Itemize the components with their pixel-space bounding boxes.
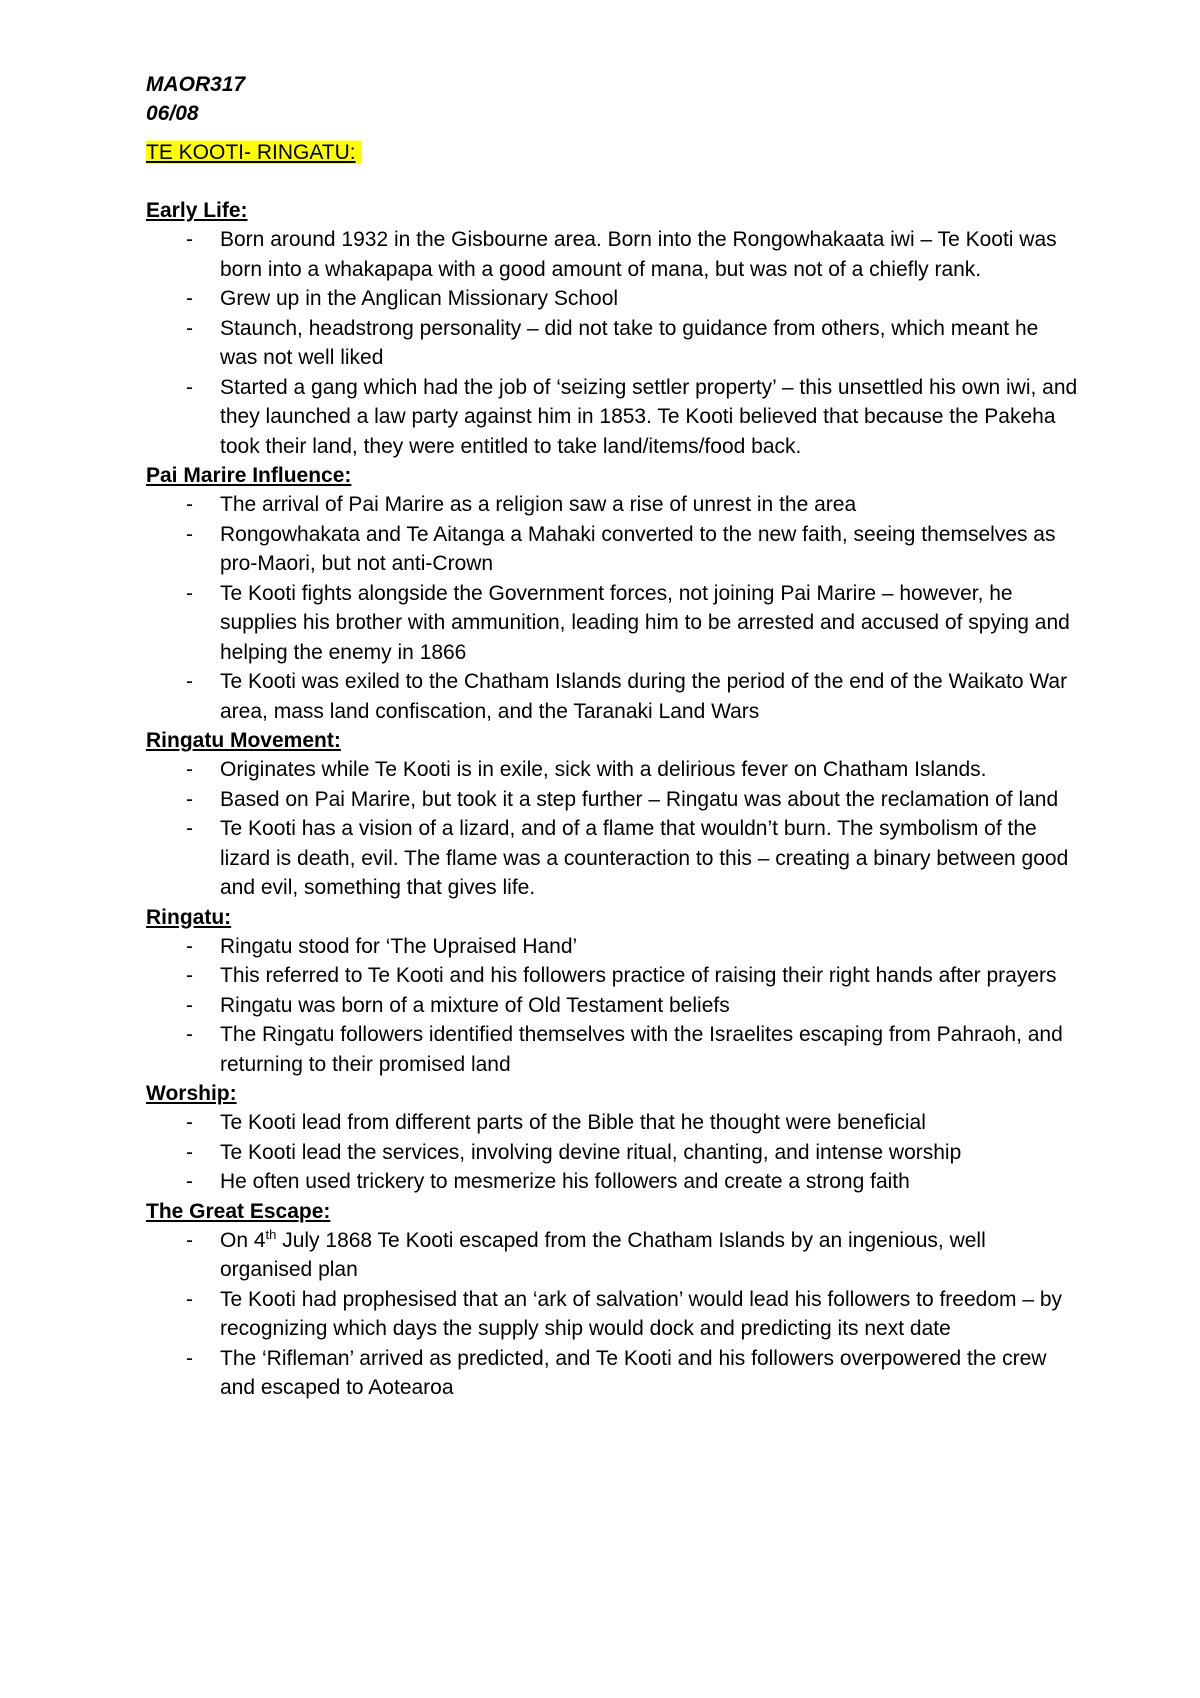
document-title: TE KOOTI- RINGATU: (146, 141, 362, 164)
bullet-list (146, 932, 1080, 1080)
bullet-item: - Rongowhakata and Te Aitanga a Mahaki converted to the new faith, seeing themselves as pro-Maori, but not anti-Crown (146, 520, 1080, 579)
section-heading: Ringatu Movement: (146, 729, 341, 752)
section-worship (146, 1079, 1080, 1197)
bullet-item: - Te Kooti has a vision of a lizard, and of a flame that wouldn’t burn. The symbolism of the lizard is death, evil. The flame was a counteraction to this – creating a binary between good and evil, something that gives life. (146, 814, 1080, 903)
bullet-item: - Te Kooti fights alongside the Government forces, not joining Pai Marire – however, he supplies his brother with ammunition, leading him to be arrested and accused of spying and helping the enemy in 1866 (146, 579, 1080, 668)
bullet-list (146, 755, 1080, 903)
section-heading: Worship: (146, 1082, 237, 1105)
bullet-item: - Te Kooti had prophesised that an ‘ark of salvation’ would lead his followers to freedom – by recognizing which days the supply ship would dock and predicting its next date (146, 1285, 1080, 1344)
section-heading: Ringatu: (146, 905, 232, 929)
bullet-list (146, 490, 1080, 726)
section-ringatu-movement (146, 726, 1080, 903)
course-code: MAOR317 (146, 73, 246, 96)
bullet-item: - Staunch, headstrong personality – did not take to guidance from others, which meant he was not well liked (146, 314, 1080, 373)
section-early-life (146, 196, 1080, 461)
section-great-escape (146, 1197, 1080, 1403)
bullet-item: - Originates while Te Kooti is in exile, sick with a delirious fever on Chatham Islands. (146, 755, 1080, 785)
section-ringatu (146, 903, 1080, 1080)
section-heading: The Great Escape: (146, 1199, 331, 1223)
bullet-item: - Started a gang which had the job of ‘seizing settler property’ – this unsettled his own iwi, and they launched a law party against him in 1853. Te Kooti believed that because the Pakeha took their land, they were entitled to take land/items/food back. (146, 373, 1080, 462)
section-pai-marire (146, 461, 1080, 726)
bullet-list (146, 1226, 1080, 1403)
bullet-item: - Born around 1932 in the Gisbourne area. Born into the Rongowhakaata iwi – Te Kooti was born into a whakapapa with a good amount of mana, but was not of a chiefly rank. (146, 225, 1080, 284)
blank-line (146, 167, 1080, 196)
ordinal-suffix: th (265, 1226, 277, 1242)
bullet-item (146, 1226, 1080, 1285)
bullet-item: - The Ringatu followers identified themselves with the Israelites escaping from Pahraoh, and returning to their promised land (146, 1020, 1080, 1079)
bullet-item: - Based on Pai Marire, but took it a step further – Ringatu was about the reclamation of land (146, 785, 1080, 815)
lecture-date: 06/08 (146, 102, 199, 125)
section-heading: Early Life: (146, 199, 248, 222)
bullet-list (146, 1108, 1080, 1197)
bullet-item: - Ringatu stood for ‘The Upraised Hand’ (146, 932, 1080, 962)
bullet-item: - Te Kooti lead the services, involving devine ritual, chanting, and intense worship (146, 1138, 1080, 1168)
bullet-item: - Ringatu was born of a mixture of Old Testament beliefs (146, 991, 1080, 1021)
bullet-item: - The arrival of Pai Marire as a religion saw a rise of unrest in the area (146, 490, 1080, 520)
bullet-text: July 1868 Te Kooti escaped from the Chatham Islands by an ingenious, well organised plan (220, 1228, 986, 1281)
bullet-item: - Te Kooti lead from different parts of the Bible that he thought were beneficial (146, 1108, 1080, 1138)
bullet-item: - Te Kooti was exiled to the Chatham Islands during the period of the end of the Waikato War area, mass land confiscation, and the Taranaki Land Wars (146, 667, 1080, 726)
bullet-item: - This referred to Te Kooti and his followers practice of raising their right hands after prayers (146, 961, 1080, 991)
section-heading: Pai Marire Influence: (146, 464, 352, 487)
bullet-text: On 4 (220, 1228, 266, 1252)
bullet-item: - Grew up in the Anglican Missionary School (146, 284, 1080, 314)
bullet-list (146, 225, 1080, 461)
title-line (146, 138, 1080, 167)
bullet-item: - The ‘Rifleman’ arrived as predicted, and Te Kooti and his followers overpowered the crew and escaped to Aotearoa (146, 1344, 1080, 1403)
bullet-item: - He often used trickery to mesmerize his followers and create a strong faith (146, 1167, 1080, 1197)
